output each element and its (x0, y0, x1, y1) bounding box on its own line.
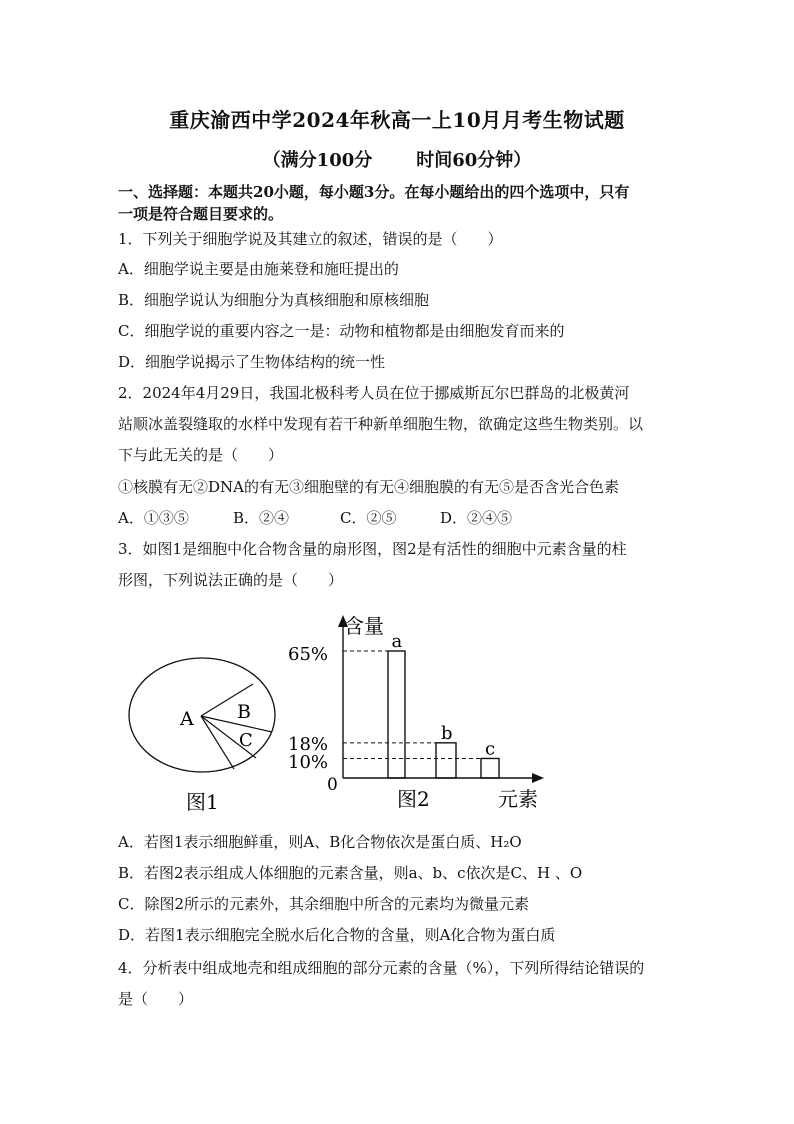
q3-stem-line1: 3．如图1是细胞中化合物含量的扇形图，图2是有活性的细胞中元素含量的柱 (118, 540, 627, 558)
exam-subtitle (0, 146, 794, 172)
pie-label-c: C (239, 730, 253, 751)
section-heading-line1: 一、选择题：本题共20小题，每小题3分。在每小题给出的四个选项中，只有 (118, 183, 630, 201)
bar-b (436, 743, 456, 778)
q2-option-b: B．②④ (233, 509, 290, 527)
x-axis-arrow (532, 773, 544, 783)
pie-label-b: B (237, 701, 251, 723)
full-score: （满分100分 (262, 150, 373, 171)
x-axis-label: 元素 (498, 787, 538, 811)
q2-stem-line3: 下与此无关的是（ ） (118, 446, 284, 464)
figure1-caption: 图1 (186, 790, 219, 814)
pie-label-a: A (180, 708, 194, 730)
pie-line-4 (201, 716, 234, 769)
q3-option-b: B．若图2表示组成人体细胞的元素含量，则a、b、c依次是C、H 、O (118, 864, 583, 882)
figure2-bar-chart (280, 605, 560, 820)
q2-stem-line2: 站顺冰盖裂缝取的水样中发现有若干种新单细胞生物，欲确定这些生物类别。以 (118, 415, 644, 433)
figure2-caption: 图2 (397, 787, 430, 811)
bar-label-a: a (391, 631, 403, 652)
ytick-65: 65% (288, 644, 329, 665)
y-axis-label: 含量 (344, 614, 384, 638)
ytick-10: 10% (288, 752, 329, 773)
q1-option-c: C．细胞学说的重要内容之一是：动物和植物都是由细胞发育而来的 (118, 322, 565, 340)
figure1-pie (125, 655, 290, 815)
time-limit: 时间60分钟） (416, 150, 532, 171)
q1-option-a: A．细胞学说主要是由施莱登和施旺提出的 (118, 260, 399, 278)
ytick-0: 0 (327, 775, 338, 795)
section-heading-line2: 一项是符合题目要求的。 (118, 205, 284, 223)
q3-option-c: C．除图2所示的元素外，其余细胞中所含的元素均为微量元素 (118, 895, 530, 913)
exam-title: 重庆渝西中学2024年秋高一上10月月考生物试题 (169, 108, 625, 132)
q4-stem-line1: 4．分析表中组成地壳和组成细胞的部分元素的含量（%），下列所得结论错误的 (118, 959, 645, 977)
q2-option-d: D．②④⑤ (440, 509, 513, 527)
bar-label-c: c (485, 738, 496, 760)
bar-label-b: b (441, 722, 453, 744)
q1-stem: 1．下列关于细胞学说及其建立的叙述，错误的是（ ） (118, 230, 503, 248)
q3-stem-line2: 形图，下列说法正确的是（ ） (118, 571, 344, 589)
ytick-18: 18% (288, 734, 329, 755)
q2-option-c: C．②⑤ (340, 509, 397, 527)
q4-stem-line2: 是（ ） (118, 990, 194, 1008)
q3-option-d: D．若图1表示细胞完全脱水后化合物的含量，则A化合物为蛋白质 (118, 926, 556, 944)
q2-items: ①核膜有无②DNA的有无③细胞壁的有无④细胞膜的有无⑤是否含光合色素 (118, 478, 619, 496)
q1-option-d: D．细胞学说揭示了生物体结构的统一性 (118, 353, 386, 371)
q2-option-a: A．①③⑤ (118, 509, 189, 527)
q2-stem-line1: 2．2024年4月29日，我国北极科考人员在位于挪威斯瓦尔巴群岛的北极黄河 (118, 384, 630, 402)
bar-c (481, 758, 499, 778)
q3-option-a: A．若图1表示细胞鲜重，则A、B化合物依次是蛋白质、H₂O (118, 833, 522, 851)
q2-options (118, 508, 678, 528)
q1-option-b: B．细胞学说认为细胞分为真核细胞和原核细胞 (118, 291, 430, 309)
